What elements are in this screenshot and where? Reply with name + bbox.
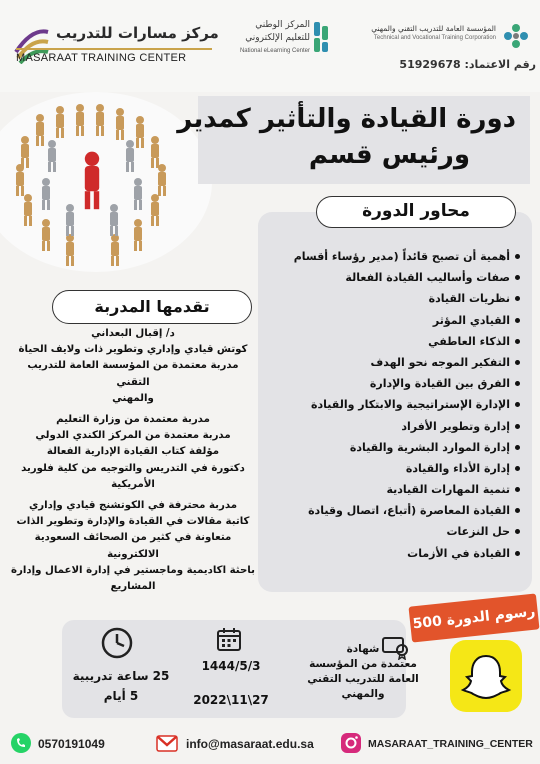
certificate-label: شهادة xyxy=(346,643,380,655)
elearning-logo xyxy=(222,18,332,64)
clock-icon xyxy=(100,626,134,660)
calendar-icon xyxy=(216,626,242,652)
course-duration xyxy=(66,666,176,706)
certificate-info xyxy=(288,642,438,702)
axis-item: القيادة المعاصرة (أتباع، اتصال وقيادة xyxy=(278,500,522,521)
axis-item: أهمية أن تصبح قائداً (مدير رؤساء أقسام xyxy=(278,246,522,267)
axis-item: الفرق بين القيادة والإدارة xyxy=(278,373,522,394)
trainer-bio-line: مدربة محترفة في الكوتشنج قيادي وإداري xyxy=(28,500,238,512)
masaraat-name-en: MASARAAT TRAINING CENTER xyxy=(16,52,187,64)
trainer-bio-line: الأمريكية xyxy=(111,478,155,490)
axis-item: الإدارة الإستراتيجية والابتكار والقيادة xyxy=(278,394,522,415)
snapchat-code[interactable] xyxy=(450,640,522,712)
axis-item: التفكير الموجه نحو الهدف xyxy=(278,352,522,373)
course-title-line-1: دورة القيادة والتأثير كمدير xyxy=(177,104,516,134)
axis-item: تنمية المهارات القيادية xyxy=(278,479,522,500)
trainer-bio-line: كاتبة مقالات في القيادة والإدارة وتطوير الذات xyxy=(16,516,250,528)
axis-item: حل النزعات xyxy=(278,521,522,542)
trainer-bio-line: والمهني xyxy=(112,392,154,404)
snapchat-ghost-icon xyxy=(450,640,522,712)
elearning-name-ar-1: المركز الوطني xyxy=(255,20,310,30)
instagram-handle[interactable]: MASARAAT_TRAINING_CENTER xyxy=(368,738,533,750)
trainer-heading: تقدمها المدربة xyxy=(52,290,252,324)
masaraat-logo xyxy=(8,18,219,74)
trainer-bio-line: باحثة اكاديمية وماجستير في إدارة الاعمال وإدارة xyxy=(11,564,255,576)
axis-item: إدارة الموارد البشرية والقيادة xyxy=(278,437,522,458)
masaraat-name-ar: مركز مسارات للتدريب xyxy=(56,24,219,42)
trainer-name: د/ إقبال البعداني xyxy=(91,328,175,339)
training-hours: 25 ساعة تدريبية xyxy=(72,669,170,683)
gmail-icon[interactable] xyxy=(156,732,178,754)
date-hijri: 1444/5/3 xyxy=(201,659,261,673)
course-axes-heading: محاور الدورة xyxy=(316,196,516,228)
contact-footer xyxy=(0,724,540,764)
tvtc-name-en: Technical and Vocational Training Corporation xyxy=(373,35,496,41)
trainer-bio-line: كوتش قيادي وإداري وتطوير ذات ولايف الحياة xyxy=(18,344,248,356)
course-info-panel xyxy=(0,620,540,718)
date-gregorian: 2022\11\27 xyxy=(193,693,269,707)
axis-item: صفات وأساليب القيادة الفعالة xyxy=(278,267,522,288)
axis-item: القيادة في الأزمات xyxy=(278,543,522,564)
trainer-bio-line: مدربة معتمدة من المركز الكندي الدولي xyxy=(35,430,231,442)
course-axes-list xyxy=(278,246,522,564)
training-days: 5 أيام xyxy=(103,689,139,703)
trainer-bio-line: المشاريع xyxy=(110,581,156,593)
accreditation-number: رقم الاعتماد: 51929678 xyxy=(399,58,536,71)
axis-item: الذكاء العاطفي xyxy=(278,331,522,352)
elearning-name-ar-2: للتعليم الإلكتروني xyxy=(245,33,310,43)
course-dates xyxy=(176,656,286,710)
trainer-bio-line: مؤلفة كتاب القيادة الإدارية الفعالة xyxy=(46,446,220,458)
axis-item: القيادي المؤثر xyxy=(278,310,522,331)
trainer-bio xyxy=(10,326,256,595)
email-address[interactable]: info@masaraat.edu.sa xyxy=(186,737,314,751)
trainer-bio-line: مدربة معتمدة من المؤسسة العامة للتدريب التقني xyxy=(27,360,239,388)
instagram-icon[interactable] xyxy=(340,732,362,754)
axis-item: نظريات القيادة xyxy=(278,288,522,309)
course-fee-ribbon: رسوم الدورة 500 xyxy=(408,593,539,642)
trainer-bio-line: دكتورة في التدريس والتوجيه من كلية فلوريد xyxy=(21,462,245,474)
certificate-body: العامة للتدريب التقني والمهني xyxy=(307,673,419,700)
header xyxy=(0,0,540,92)
phone-number[interactable]: 0570191049 xyxy=(38,737,105,751)
trainer-bio-line: مدربة معتمدة من وزارة التعليم xyxy=(56,414,210,426)
elearning-name-en: National eLearning Center xyxy=(239,48,310,54)
whatsapp-icon[interactable] xyxy=(10,732,32,754)
axis-item: إدارة وتطوير الأفراد xyxy=(278,416,522,437)
tvtc-logo xyxy=(338,20,536,80)
tvtc-logo-icon xyxy=(500,20,532,52)
tvtc-name-ar: المؤسسة العامة للتدريب التقني والمهني xyxy=(371,24,496,33)
course-title-line-2: ورئيس قسم xyxy=(308,140,470,170)
trainer-bio-line: متعاونة في كثير من الصحائف السعودية الالكترونية xyxy=(34,532,232,560)
elearning-logo-icon xyxy=(312,20,330,54)
axis-item: إدارة الأداء والقيادة xyxy=(278,458,522,479)
certificate-accredited: معتمدة من المؤسسة xyxy=(309,658,417,670)
course-title-box xyxy=(177,96,530,184)
logo-underline xyxy=(16,48,212,50)
